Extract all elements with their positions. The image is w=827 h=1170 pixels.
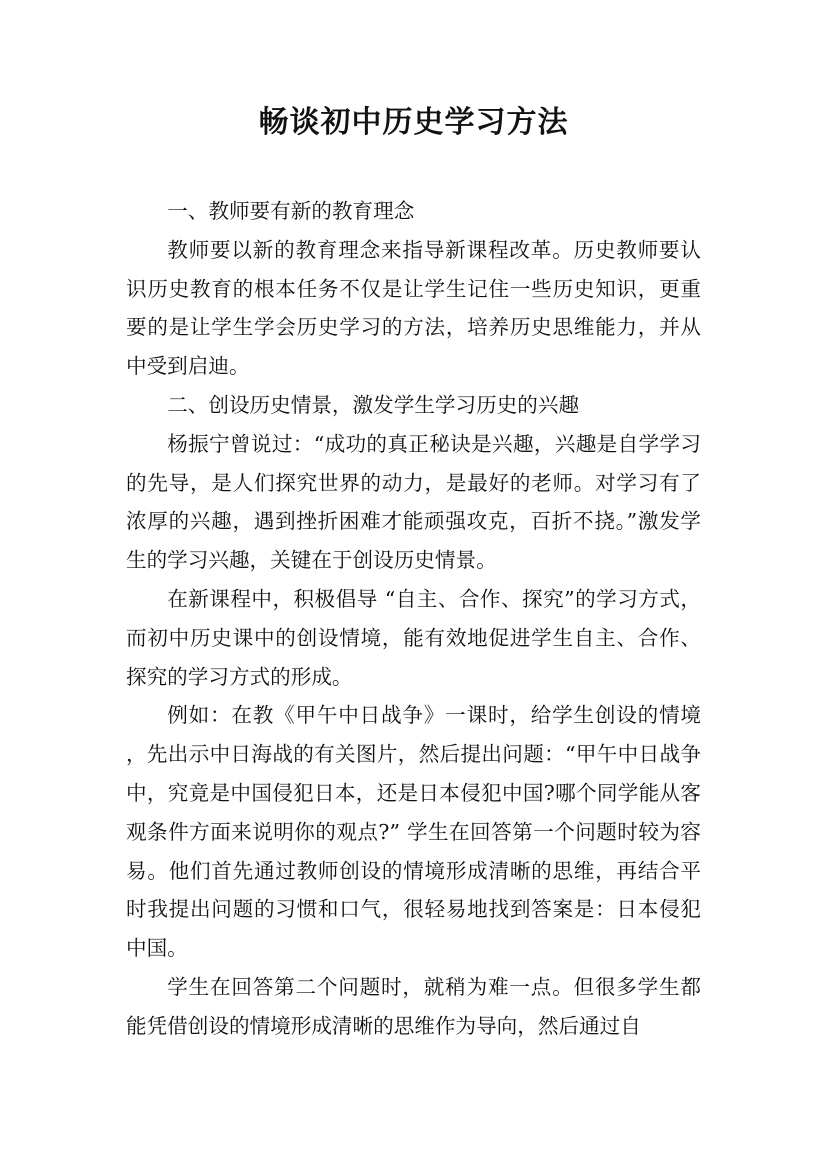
paragraph: 在新课程中，积极倡导 “自主、合作、探究”的学习方式，而初中历史课中的创设情境，能有效地促进学生自主、合作、探究的学习方式的形成。 <box>126 586 701 689</box>
paragraph: 例如：在教《甲午中日战争》一课时，给学生创设的情境，先出示中日海战的有关图片，然后提出问题：“甲午中日战争中，究竟是中国侵犯日本，还是日本侵犯中国?哪个同学能从客观条件方面来说明你的观点?” 学生在回答第一个问题时较为容易。他们首先通过教师创设的情境形成清晰的思维，再结合平时我提出问题的习惯和口气，很轻易地找到答案是：日本侵犯中国。 <box>126 703 701 961</box>
document-body <box>126 192 701 1046</box>
paragraph: 学生在回答第二个问题时，就稍为难一点。但很多学生都能凭借创设的情境形成清晰的思维作为导向，然后通过自 <box>126 974 701 1038</box>
paragraph: 杨振宁曾说过：“成功的真正秘诀是兴趣，兴趣是自学学习的先导，是人们探究世界的动力，是最好的老师。对学习有了浓厚的兴趣，遇到挫折困难才能顽强攻克，百折不挠。”激发学生的学习兴趣，关键在于创设历史情景。 <box>126 431 701 573</box>
section-heading-1: 一、教师要有新的教育理念 <box>167 199 415 223</box>
section-heading-2: 二、创设历史情景，激发学生学习历史的兴趣 <box>167 392 580 417</box>
document-title: 畅谈初中历史学习方法 <box>258 105 569 140</box>
paragraph: 教师要以新的教育理念来指导新课程改革。历史教师要认识历史教育的根本任务不仅是让学生记住一些历史知识，更重要的是让学生学会历史学习的方法，培养历史思维能力，并从中受到启迪。 <box>126 237 701 379</box>
